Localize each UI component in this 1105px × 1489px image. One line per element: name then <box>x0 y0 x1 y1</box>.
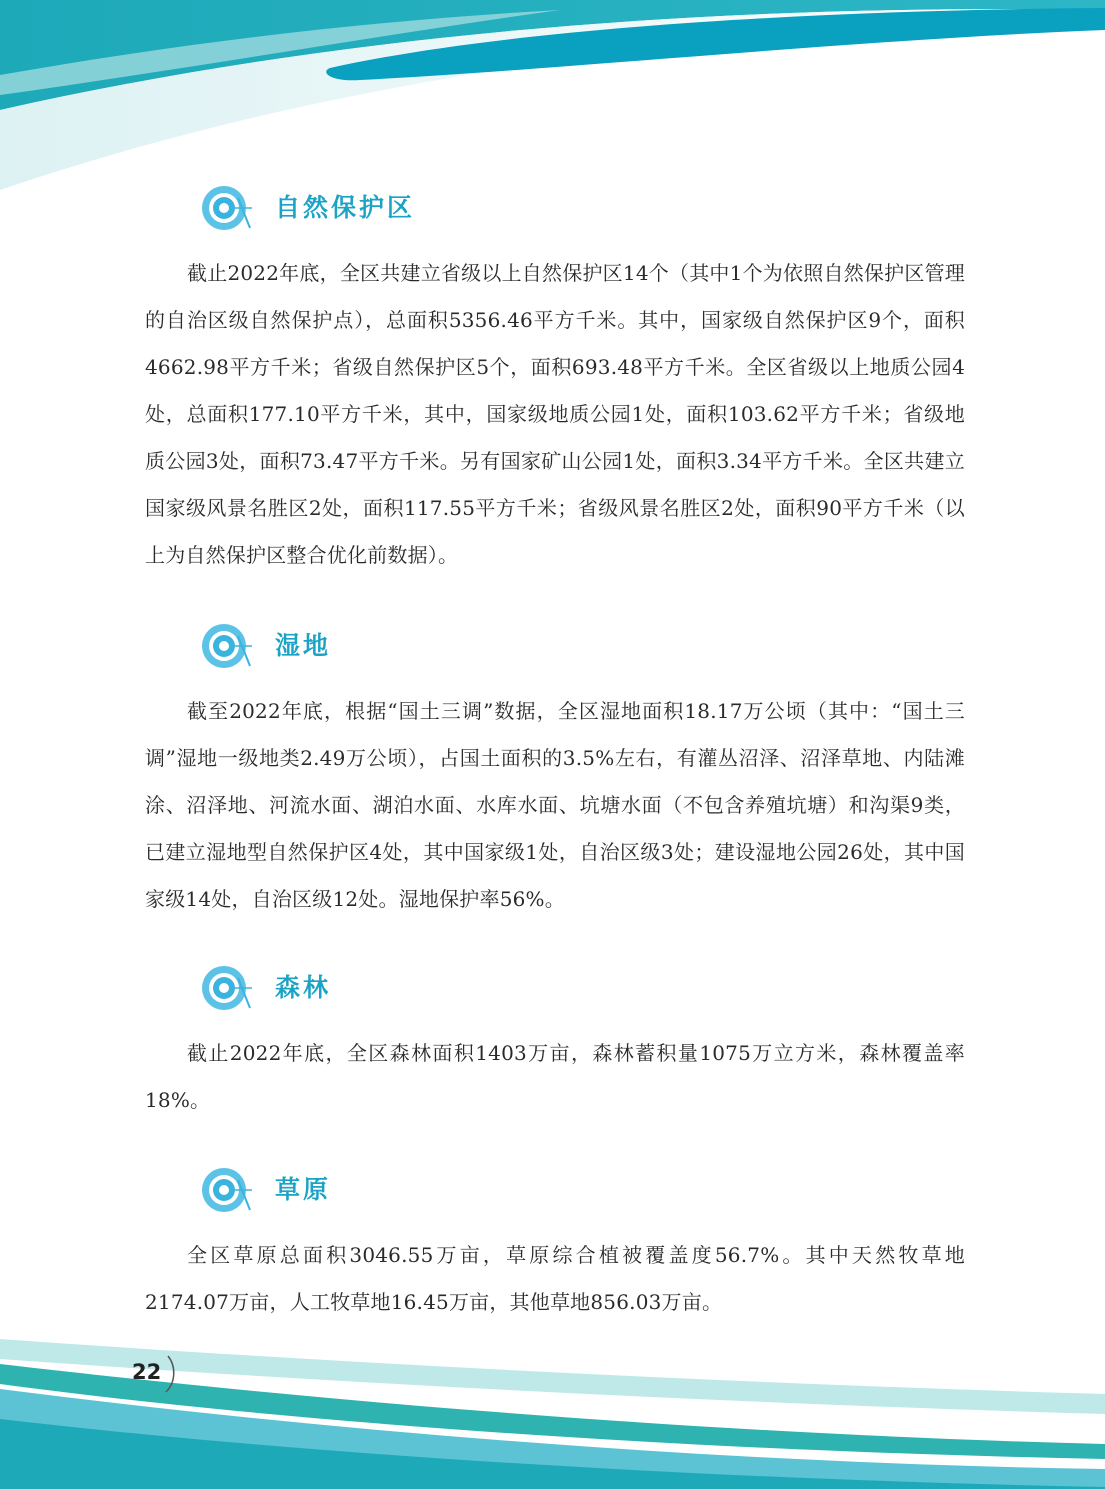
section-forest <box>145 958 965 1124</box>
target-icon <box>200 178 262 238</box>
section-heading <box>145 616 965 676</box>
page-number: 22 <box>132 1360 162 1384</box>
section-nature-reserve <box>145 178 965 579</box>
section-heading <box>145 958 965 1018</box>
section-title: 湿地 <box>275 631 332 660</box>
target-icon <box>200 1160 262 1220</box>
section-paragraph: 截止2022年底，全区森林面积1403万亩，森林蓄积量1075万立方米，森林覆盖率18%。 <box>145 1041 965 1112</box>
section-paragraph: 截至2022年底，根据“国土三调”数据，全区湿地面积18.17万公顷（其中：“国土三调”湿地一级地类2.49万公顷），占国土面积的3.5%左右，有灌丛沼泽、沼泽草地、内陆滩涂、沼泽地、河流水面、湖泊水面、水库水面、坑塘水面（不包含养殖坑塘）和沟渠9类，已建立湿地型自然保护区4处，其中国家级1处，自治区级3处；建设湿地公园26处，其中国家级14处，自治区级12处。湿地保护率56%。 <box>145 699 965 911</box>
section-heading <box>145 178 965 238</box>
target-icon <box>200 958 262 1018</box>
top-wave-decoration <box>0 0 1105 200</box>
section-title: 森林 <box>275 973 332 1002</box>
section-paragraph: 全区草原总面积3046.55万亩，草原综合植被覆盖度56.7%。其中天然牧草地2174.07万亩，人工牧草地16.45万亩，其他草地856.03万亩。 <box>145 1243 965 1314</box>
section-heading <box>145 1160 965 1220</box>
section-wetland <box>145 616 965 923</box>
section-paragraph: 截止2022年底，全区共建立省级以上自然保护区14个（其中1个为依照自然保护区管理的自治区级自然保护点），总面积5356.46平方千米。其中，国家级自然保护区9个，面积4662.98平方千米；省级自然保护区5个，面积693.48平方千米。全区省级以上地质公园4处，总面积177.10平方千米，其中，国家级地质公园1处，面积103.62平方千米；省级地质公园3处，面积73.47平方千米。另有国家矿山公园1处，面积3.34平方千米。全区共建立国家级风景名胜区2处，面积117.55平方千米；省级风景名胜区2处，面积90平方千米（以上为自然保护区整合优化前数据）。 <box>145 261 965 567</box>
section-title: 自然保护区 <box>275 193 416 222</box>
target-icon <box>200 616 262 676</box>
section-grassland <box>145 1160 965 1326</box>
section-title: 草原 <box>275 1175 332 1204</box>
